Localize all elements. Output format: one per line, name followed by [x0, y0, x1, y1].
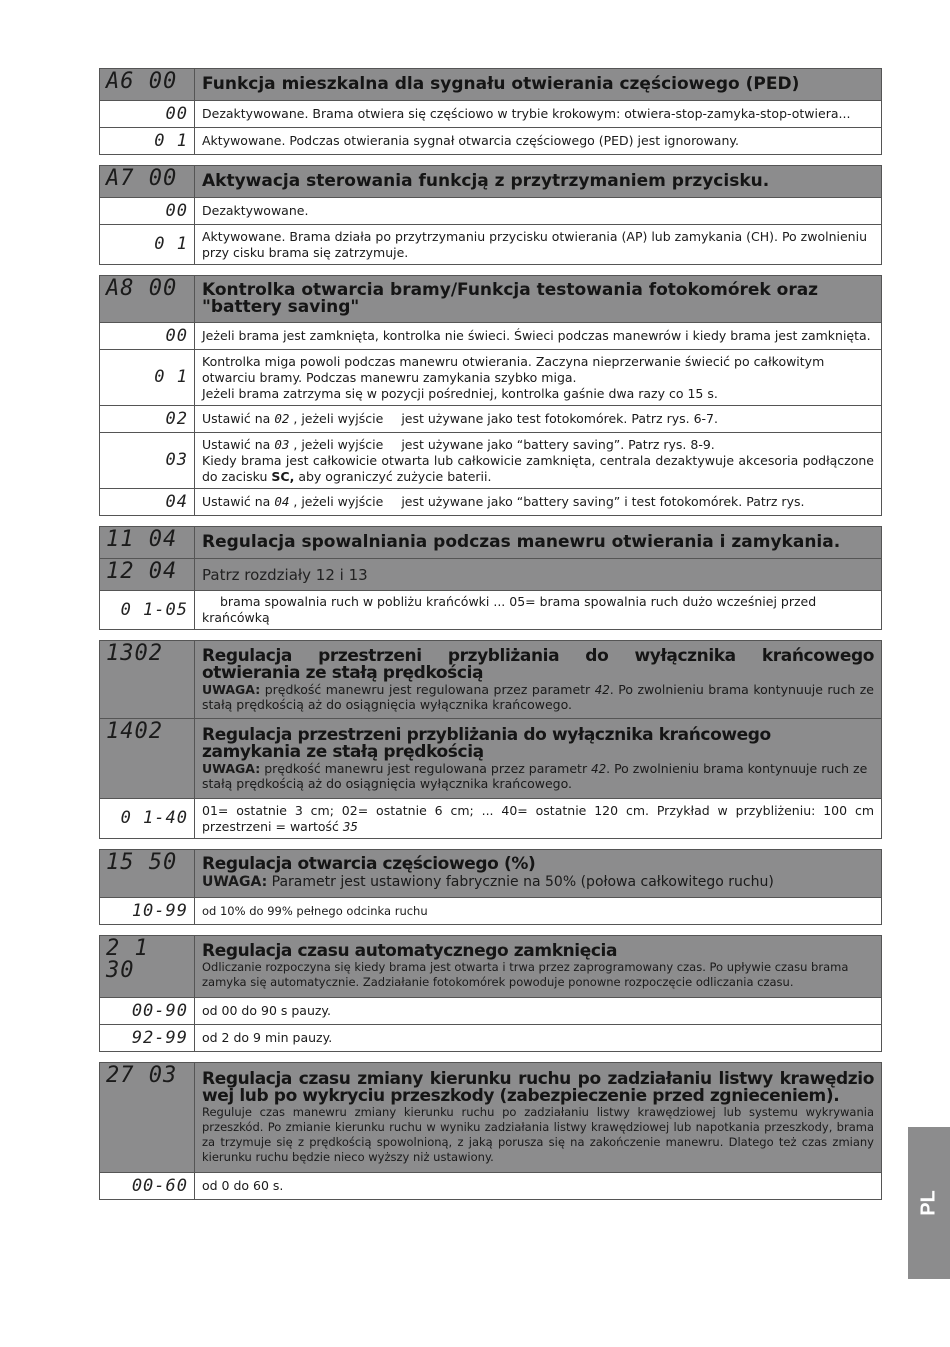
option-line: Kontrolka miga powoli podczas manewru otwierania. Zaczyna nieprzerwanie świecić po całkowitym otwarciu bramy. Podczas manewru zamykania szybko miga.	[202, 353, 825, 385]
option-text: Aktywowane. Podczas otwierania sygnał otwarcia częściowego (PED) jest ignorowany.	[195, 128, 882, 155]
param-13-table	[99, 640, 882, 839]
option-text: od 00 do 90 s pauzy.	[195, 998, 882, 1025]
option-text: Jeżeli brama jest zamknięta, kontrolka nie świeci. Świeci podczas manewrów i kiedy brama jest zamknięta.	[195, 323, 882, 350]
param-title: Regulacja otwarcia częściowego (%) UWAGA: Parametr jest ustawiony fabrycznie na 50% (połowa całkowitego ruchu)	[195, 850, 882, 898]
option-code: 0 1	[100, 225, 195, 265]
option-code: 02	[100, 406, 195, 433]
option-code: 0 1-05	[100, 591, 195, 630]
param-code: 1302	[100, 641, 195, 719]
param-code: 11 04	[100, 527, 195, 559]
option-text: 01= ostatnie 3 cm; 02= ostatnie 6 cm; ... 40= ostatnie 120 cm. Przykład w przybliżeniu: 100 cm przestrzeni = wartość 35	[195, 799, 882, 839]
option-code: 0 1	[100, 350, 195, 406]
option-code: 00-90	[100, 998, 195, 1025]
option-text: od 10% do 99% pełnego odcinka ruchu	[195, 898, 882, 925]
language-tab	[908, 1127, 950, 1279]
param-title: Aktywacja sterowania funkcją z przytrzymaniem przycisku.	[195, 166, 882, 198]
option-text	[195, 350, 882, 406]
option-code: 92-99	[100, 1025, 195, 1052]
param-code: A8 00	[100, 276, 195, 323]
param-a7-table	[99, 165, 882, 265]
param-code: 27 03	[100, 1063, 195, 1173]
option-text: Aktywowane. Brama działa po przytrzymaniu przycisku otwierania (AP) lub zamykania (CH). Po zwolnieniu przy cisku brama się zatrzymuje.	[195, 225, 882, 265]
option-text: od 2 do 9 min pauzy.	[195, 1025, 882, 1052]
option-code: 10-99	[100, 898, 195, 925]
param-11-table	[99, 526, 882, 630]
option-text: od 0 do 60 s.	[195, 1173, 882, 1200]
param-15-table	[99, 849, 882, 925]
param-subtitle: Patrz rozdziały 12 i 13	[195, 559, 882, 591]
option-text: Ustawić na 02 , jeżeli wyjście jest używane jako test fotokomórek. Patrz rys. 6-7.	[195, 406, 882, 433]
language-label: PL	[917, 1190, 940, 1216]
option-code: 0 1	[100, 128, 195, 155]
option-code: 03	[100, 433, 195, 489]
param-code: A6 00	[100, 69, 195, 101]
param-title: Regulacja czasu zmiany kierunku ruchu po zadziałaniu listwy krawędzio wej lub po wykryciu przeszkody (zabezpieczenie przed zgnieceniem). Reguluje czas manewru zmiany kierunku ruchu po zadziałaniu listwy krawędziowej lub systemu wykrywania przeszkód. Po zmianie kierunku ruchu w wyniku zadziałania listwy krawędziowej lub napotkania przeszkody, brama za trzymuje się z prędkością spowolnioną, z jaką porusza się na zakończenie manewru. Dlatego też czas zmiany kierunku ruchu będzie nieco wyższy niż ustawiony.	[195, 1063, 882, 1173]
param-code: A7 00	[100, 166, 195, 198]
option-text: Dezaktywowane.	[195, 198, 882, 225]
param-21-table	[99, 935, 882, 1052]
param-27-table	[99, 1062, 882, 1200]
option-line: Jeżeli brama zatrzyma się w pozycji pośredniej, kontrolka gaśnie dwa razy co 15 s.	[202, 385, 718, 401]
option-text: brama spowalnia ruch w pobliżu krańcówki ... 05= brama spowalnia ruch dużo wcześniej przed krańcówką	[195, 591, 882, 630]
param-title: Regulacja przestrzeni przybliżania do wyłącznika krańcowego zamykania ze stałą prędkością UWAGA: prędkość manewru jest regulowana przez parametr 42. Po zwolnieniu brama kontynuuje ruch ze stałą prędkością aż do osiągnięcia wyłącznika krańcowego.	[195, 719, 882, 799]
param-title: Kontrolka otwarcia bramy/Funkcja testowania fotokomórek oraz "battery saving"	[195, 276, 882, 323]
option-code: 00-60	[100, 1173, 195, 1200]
param-a6-table	[99, 68, 882, 155]
param-title: Regulacja czasu automatycznego zamknięcia Odliczanie rozpoczyna się kiedy brama jest otwarta i trwa przez zaprogramowany czas. Po upływie czasu brama zamyka się automatycznie. Zadziałanie fotokomórek powoduje ponowne rozpoczęcie odliczania czasu.	[195, 936, 882, 998]
param-title: Regulacja przestrzeni przybliżania do wyłącznika krańcowego otwierania ze stałą prędkością UWAGA: prędkość manewru jest regulowana przez parametr 42. Po zwolnieniu brama kontynuuje ruch ze stałą prędkością aż do osiągnięcia wyłącznika krańcowego.	[195, 641, 882, 719]
param-a8-table	[99, 275, 882, 516]
param-code: 2 1 30	[100, 936, 195, 998]
option-code: 04	[100, 489, 195, 516]
option-text: Ustawić na 03 , jeżeli wyjście jest używane jako “battery saving”. Patrz rys. 8-9. Kiedy brama jest całkowicie otwarta lub całkowicie zamknięta, centrala dezaktywuje akcesoria podłączone do zacisku SC, aby ograniczyć zużycie baterii.	[195, 433, 882, 489]
param-code: 15 50	[100, 850, 195, 898]
option-code: 00	[100, 323, 195, 350]
option-code: 0 1-40	[100, 799, 195, 839]
option-code: 00	[100, 198, 195, 225]
param-code: 1402	[100, 719, 195, 799]
option-text: Ustawić na 04 , jeżeli wyjście jest używane jako “battery saving” i test fotokomórek. Patrz rys.	[195, 489, 882, 516]
param-code: 12 04	[100, 559, 195, 591]
param-title: Regulacja spowalniania podczas manewru otwierania i zamykania.	[195, 527, 882, 559]
option-text: Dezaktywowane. Brama otwiera się częściowo w trybie krokowym: otwiera-stop-zamyka-stop-otwiera...	[195, 101, 882, 128]
parameter-document	[99, 68, 882, 1210]
option-code: 00	[100, 101, 195, 128]
param-title: Funkcja mieszkalna dla sygnału otwierania częściowego (PED)	[195, 69, 882, 101]
